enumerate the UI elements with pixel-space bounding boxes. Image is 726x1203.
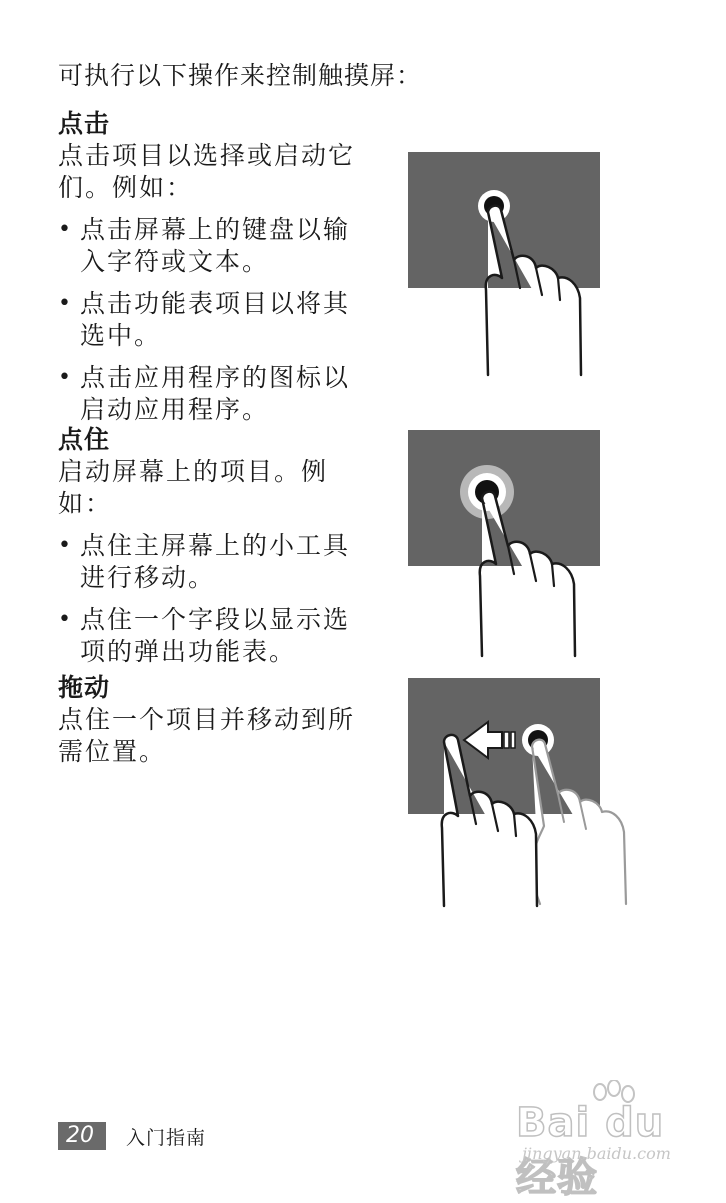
section-description: 点击项目以选择或启动它 们。例如： <box>58 141 356 202</box>
section-description: 点住一个项目并移动到所 需位置。 <box>58 705 356 766</box>
section-heading: 点住 <box>58 425 111 454</box>
watermark-url: jingyan.baidu.com <box>522 1144 671 1163</box>
section-description: 启动屏幕上的项目。例 如： <box>58 457 329 518</box>
watermark <box>512 1078 692 1201</box>
list-item: • 点击功能表项目以将其 选中。 <box>58 288 368 352</box>
section-drag <box>58 672 368 768</box>
list-item: • 点击应用程序的图标以 启动应用程序。 <box>58 362 368 426</box>
drag-gesture-icon <box>400 676 640 908</box>
bullet-list <box>58 530 368 668</box>
section-tap-and-hold <box>58 424 368 678</box>
intro-text: 可执行以下操作来控制触摸屏： <box>58 61 423 90</box>
section-heading: 拖动 <box>58 673 111 702</box>
page-footer <box>58 1122 206 1150</box>
list-item: • 点击屏幕上的键盘以输 入字符或文本。 <box>58 214 368 278</box>
section-heading: 点击 <box>58 109 111 138</box>
tap-gesture-icon <box>400 150 640 380</box>
page-number: 20 <box>58 1122 106 1150</box>
section-tap <box>58 108 368 436</box>
chapter-title: 入门指南 <box>126 1126 207 1149</box>
list-item: • 点住主屏幕上的小工具 进行移动。 <box>58 530 368 594</box>
tap-and-hold-gesture-icon <box>400 428 640 658</box>
list-item: • 点住一个字段以显示选 项的弹出功能表。 <box>58 604 368 668</box>
bullet-list <box>58 214 368 426</box>
watermark-brand: Bai du 经验 <box>516 1100 665 1201</box>
